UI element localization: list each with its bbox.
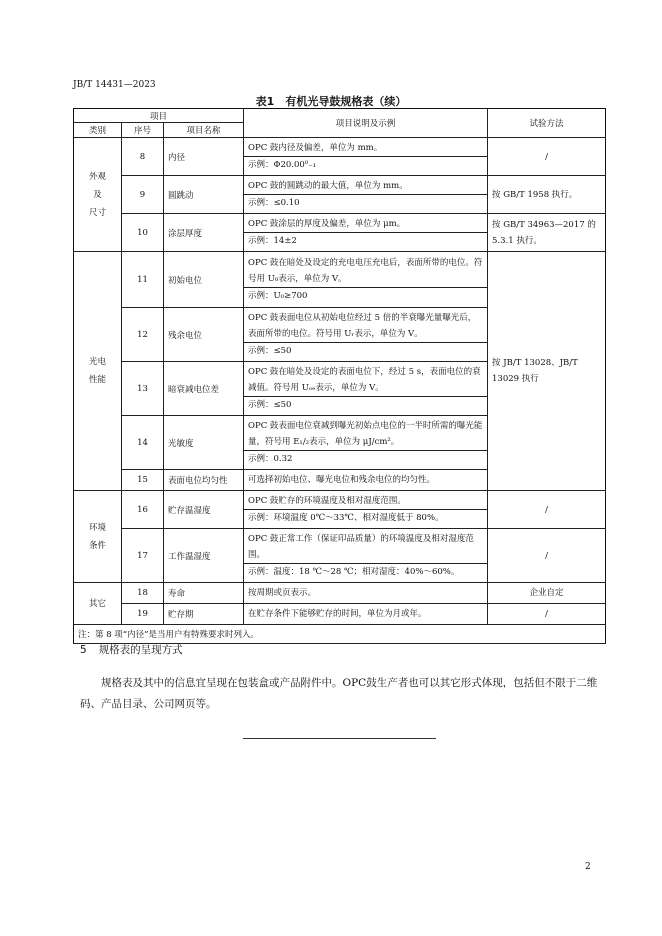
- seq-cell: 8: [122, 138, 164, 176]
- description-cell: [244, 491, 488, 529]
- description-cell: [244, 416, 488, 470]
- description-line: 示例：14±2: [248, 236, 297, 246]
- item-name-cell: 光敏度: [164, 416, 244, 470]
- method-cell: 按 JB/T 13028、JB/T 13029 执行: [488, 252, 606, 491]
- description-line: OPC 鼓内径及偏差，单位为 mm。: [244, 140, 487, 157]
- seq-cell: 18: [122, 583, 164, 604]
- table-row: [74, 604, 606, 625]
- item-name-cell: 表面电位均匀性: [164, 470, 244, 491]
- seq-cell: 11: [122, 252, 164, 308]
- method-cell: /: [488, 604, 606, 625]
- header-method: 试验方法: [488, 109, 606, 138]
- description-line: 在贮存条件下能够贮存的时间，单位为月或年。: [248, 609, 427, 619]
- seq-cell: 10: [122, 214, 164, 252]
- item-name-cell: 寿命: [164, 583, 244, 604]
- table-row: [74, 176, 606, 214]
- spec-table: [73, 108, 606, 644]
- section-title: 规格表的呈现方式: [98, 644, 183, 656]
- item-name-cell: 涂层厚度: [164, 214, 244, 252]
- seq-cell: 13: [122, 362, 164, 416]
- description-line: 示例：≤50: [248, 346, 292, 356]
- table-row: [74, 491, 606, 529]
- description-cell: [244, 583, 488, 604]
- item-name-cell: 初始电位: [164, 252, 244, 308]
- header-item: 项目: [74, 109, 244, 123]
- item-name-cell: 工作温湿度: [164, 529, 244, 583]
- description-line: 示例：Φ20.00⁰₋₁: [248, 160, 317, 170]
- description-line: 示例：环境温度 0℃～33℃、相对湿度低于 80%。: [248, 513, 444, 523]
- description-line: OPC 鼓在暗处及设定的表面电位下，经过 5 s，表面电位的衰减值。符号用 Uₒₑ表示，单位为 V。: [244, 364, 487, 397]
- seq-cell: 12: [122, 308, 164, 362]
- category-cell: 其它: [74, 583, 122, 625]
- description-cell: [244, 176, 488, 214]
- end-divider: [243, 738, 436, 739]
- section-paragraph: 规格表及其中的信息宜呈现在包装盒或产品附件中。OPC鼓生产者也可以其它形式体现，包括但不限于二维码、产品目录、公司网页等。: [80, 677, 598, 710]
- section-number: 5: [80, 644, 87, 656]
- page-number: 2: [585, 862, 591, 872]
- table-row: [74, 138, 606, 176]
- description-line: 示例：0.32: [248, 454, 293, 464]
- description-line: 示例：≤0.10: [248, 198, 300, 208]
- seq-cell: 15: [122, 470, 164, 491]
- seq-cell: 16: [122, 491, 164, 529]
- description-cell: [244, 362, 488, 416]
- method-cell: /: [488, 491, 606, 529]
- description-cell: [244, 470, 488, 491]
- table-row: [74, 529, 606, 583]
- description-cell: [244, 138, 488, 176]
- header-category: 类别: [74, 123, 122, 138]
- item-name-cell: 内径: [164, 138, 244, 176]
- seq-cell: 14: [122, 416, 164, 470]
- note-row: [74, 625, 606, 644]
- seq-cell: 9: [122, 176, 164, 214]
- method-cell: /: [488, 138, 606, 176]
- header-name: 项目名称: [164, 123, 244, 138]
- category-cell: 外观 及 尺寸: [74, 138, 122, 252]
- table-row: [74, 252, 606, 308]
- description-line: 可选择初始电位、曝光电位和残余电位的均匀性。: [248, 475, 436, 485]
- item-name-cell: 贮存期: [164, 604, 244, 625]
- description-line: OPC 鼓涂层的厚度及偏差，单位为 μm。: [244, 216, 487, 233]
- item-name-cell: 圆跳动: [164, 176, 244, 214]
- description-line: OPC 鼓在暗处及设定的充电电压充电后，表面所带的电位。符号用 U₀表示，单位为 V。: [244, 255, 487, 288]
- description-cell: [244, 529, 488, 583]
- description-line: 示例：U₀≥700: [248, 291, 308, 301]
- description-line: 示例：≤50: [248, 400, 292, 410]
- description-line: OPC 鼓正常工作（保证印品质量）的环境温度及相对湿度范围。: [244, 531, 487, 564]
- table-note: 注：第 8 项“内径”是当用户有特殊要求时列入。: [74, 625, 606, 644]
- description-cell: [244, 308, 488, 362]
- method-cell: 企业自定: [488, 583, 606, 604]
- method-cell: /: [488, 529, 606, 583]
- header-row-1: [74, 109, 606, 123]
- standard-code: JB/T 14431—2023: [73, 80, 156, 90]
- seq-cell: 17: [122, 529, 164, 583]
- table-row: [74, 583, 606, 604]
- description-line: 示例：温度：18 ℃～28 ℃；相对湿度：40%～60%。: [248, 567, 460, 577]
- description-line: OPC 鼓表面电位从初始电位经过 5 倍的半衰曝光量曝光后，表面所带的电位。符号用 Uᵣ表示，单位为 V。: [244, 310, 487, 343]
- description-line: OPC 鼓表面电位衰减到曝光初始点电位的一半时所需的曝光能量，符号用 E₁/₂表示，单位为 μJ/cm²。: [244, 418, 487, 451]
- method-cell: 按 GB/T 1958 执行。: [488, 176, 606, 214]
- category-cell: 环境 条件: [74, 491, 122, 583]
- section-heading: [80, 642, 183, 657]
- description-cell: [244, 252, 488, 308]
- description-cell: [244, 214, 488, 252]
- method-cell: 按 GB/T 34963—2017 的 5.3.1 执行。: [488, 214, 606, 252]
- description-cell: [244, 604, 488, 625]
- header-seq: 序号: [122, 123, 164, 138]
- header-description: 项目说明及示例: [244, 109, 488, 138]
- item-name-cell: 暗衰减电位差: [164, 362, 244, 416]
- item-name-cell: 贮存温湿度: [164, 491, 244, 529]
- seq-cell: 19: [122, 604, 164, 625]
- table-row: [74, 214, 606, 252]
- description-line: 按周期或页表示。: [248, 588, 317, 598]
- item-name-cell: 残余电位: [164, 308, 244, 362]
- description-line: OPC 鼓的圆跳动的最大值，单位为 mm。: [244, 178, 487, 195]
- category-cell: 光电 性能: [74, 252, 122, 491]
- table-title: 表1 有机光导鼓规格表（续）: [255, 95, 407, 108]
- description-line: OPC 鼓贮存的环境温度及相对湿度范围。: [244, 493, 487, 510]
